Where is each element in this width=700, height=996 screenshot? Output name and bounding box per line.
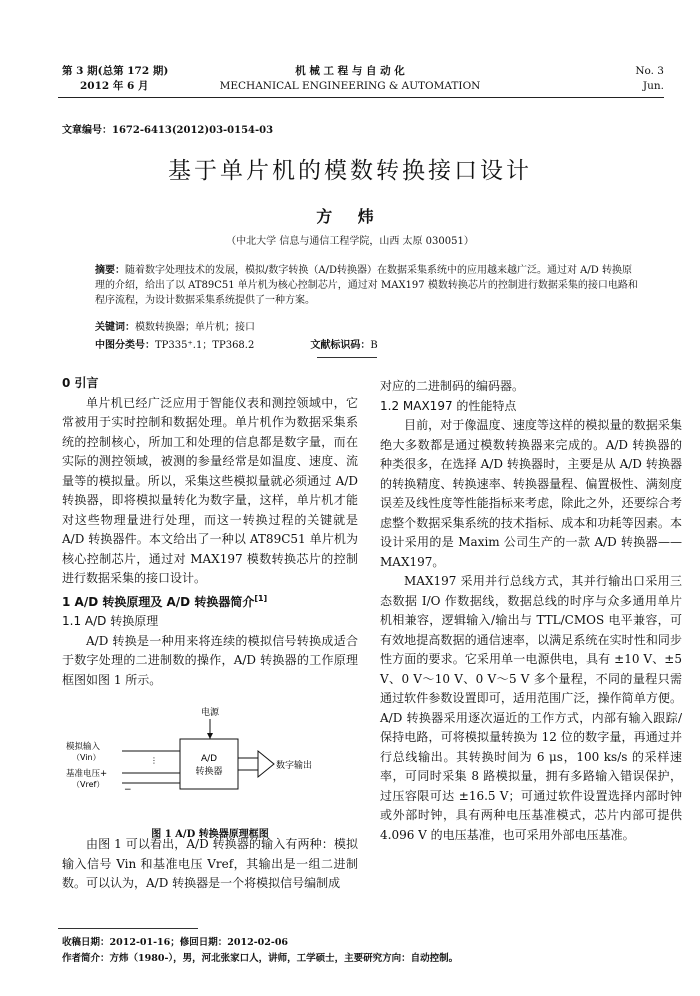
abstract-label: 摘要： [95,265,125,276]
issue-month-en: Jun. [642,80,664,92]
output-arrow [258,751,274,777]
footnote-dates: 收稿日期：2012-01-16；修回日期：2012-02-06 [62,937,289,948]
power-label: 电源 [200,708,220,718]
clc-label: 中图分类号： [95,340,155,351]
section-heading-0: 0 引言 [62,376,99,390]
paragraph-encoder-end: 对应的二进制码的编码器。 [380,379,525,393]
classification [95,336,640,351]
input-analog-sub: （Vin） [72,753,101,762]
issue-no-en: No. 3 [635,65,664,77]
abstract [95,263,640,308]
keywords-label: 关键词： [95,322,135,333]
issue-number: 第 3 期(总第 172 期) [62,65,169,77]
figure-1 [62,703,358,840]
reference-mark: [1] [254,593,268,603]
journal-name [200,64,500,94]
journal-name-en: MECHANICAL ENGINEERING & AUTOMATION [219,80,481,92]
converter-label-1: A/D [200,754,218,764]
power-arrow [207,733,213,739]
input-analog-label: 模拟输入 [66,742,101,752]
input-ref-label: 基准电压+ [66,769,108,779]
doc-code: B [370,340,378,351]
issue-info [62,64,168,94]
clc-code: TP335⁺.1；TP368.2 [155,340,255,351]
paragraph-max197-features: MAX197 采用并行总线方式，其并行输出口采用三态数据 I/O 作数据线，数据总线的时序与众多通用单片机相兼容，逻辑输入/输出与 TTL/CMOS 电平兼容，可有效地提高数据的通信速率，以满足系统在实时性和同步性方面的要求。它采用单一电源供电，具有 ±10 V、±5 V、0 V～10 V、0 V～5 V 多个量程，不同的量程只需通过软件参数设置即可，适用范围广泛，操作简单方便。A/D 转换器采用逐次逼近的工作方式，内部有输入跟踪/保持电路，可将模拟量转换为 12 位的数字量，再通过并行总线输出。其转换时间为 6 μs，100 ks/s 的采样速率，可同时采集 8 路模拟量，拥有多路输入错误保护，过压容限可达 ±16.5 V；可通过软件设置选择内部时钟或外部时钟，具有两种电压基准模式，芯片内部可提供 4.096 V 的电压基准，也可采用外部电压基准。 [380,574,682,842]
left-column-continued [62,835,358,894]
input-ref-minus-sign: − [124,785,132,795]
paragraph-ad-inputs: 由图 1 可以看出，A/D 转换器的输入有两种：模拟输入信号 Vin 和基准电压 Vref，其输出是一组二进制数。可以认为，A/D 转换器是一个将模拟信号编制成 [62,837,358,890]
paragraph-ad-principle: A/D 转换是一种用来将连续的模拟信号转换成适合于数字处理的二进制数的操作，A/D 转换器的工作原理框图如图 1 所示。 [62,633,358,687]
abstract-divider [317,357,377,358]
issue-date: 2012 年 6 月 [80,80,149,92]
paragraph-max197-intro: 目前，对于像温度、速度等这样的模拟量的数据采集绝大多数都是通过模数转换器来完成的。A/D 转换器的种类很多，在选择 A/D 转换器时，主要是从 A/D 转换器的转换精度、转换速率、转换器量程、偏置极性、满刻度误差及线性度等性能指标来考虑，除此之外，还要综合考虑整个数据采集系统的技术指标、成本和功耗等因素。本设计采用的是 Maxim 公司生产的一款 A/D 转换器——MAX197。 [380,418,682,569]
journal-name-cn: 机 械 工 程 与 自 动 化 [295,65,405,77]
abstract-text: 随着数字处理技术的发展，模拟/数字转换（A/D转换器）在数据采集系统中的应用越来越广泛。通过对 A/D 转换原理的介绍，给出了以 AT89C51 单片机为核心控制芯片，通过对 MAX197 模数转换芯片的控制进行数据采集的接口电路和程序流程，为设计数据采集系统提供了一种方案。 [95,265,638,306]
affiliation: （中北大学 信息与通信工程学院，山西 太原 030051） [226,236,474,247]
keywords-text: 模数转换器；单片机；接口 [135,322,255,333]
footnote [62,935,458,967]
input-ref-sub: （Vref） [72,780,105,789]
ad-block-diagram [62,703,358,821]
subsection-heading-1-1: 1.1 A/D 转换原理 [62,614,159,628]
keywords [95,318,640,333]
author: 方 炜 [316,207,384,226]
subsection-heading-1-2: 1.2 MAX197 的性能特点 [380,398,517,413]
doc-code-label: 文献标识码： [310,340,371,351]
converter-label-2: 转换器 [195,767,223,777]
article-number: 文章编号：1672-6413(2012)03-0154-03 [62,125,274,136]
issue-info-en [635,64,664,94]
right-column [380,377,682,845]
footnote-rule [58,928,198,929]
footnote-author-bio: 作者简介：方炜（1980-），男，河北张家口人，讲师，工学硕士，主要研究方向：自动控制。 [62,953,459,964]
left-column [62,374,358,690]
converter-box [180,739,238,789]
header-rule [58,97,664,98]
section-heading-1 [62,589,358,613]
input-dots: ⋮ [150,756,158,765]
output-label: 数字输出 [276,761,313,771]
figure-1-caption: 图 1 A/D 转换器原理框图 [151,829,269,840]
section-heading-1-text: 1 A/D 转换原理及 A/D 转换器简介 [62,594,255,609]
paragraph-intro: 单片机已经广泛应用于智能仪表和测控领域中，它常被用于实时控制和数据处理。单片机作为数据采集系统的控制核心，所加工和处理的信息都是数字量，而在实际的测控领域，被测的参量经常是如温度、速度、流量等的模拟量。所以，采集这些模拟量就必须通过 A/D 转换器，即将模拟量转化为数字量，这样，单片机才能对这些物理量进行处理，而这一转换过程的关键就是 A/D 转换器件。本文给出了一种以 AT89C51 单片机为核心控制芯片，通过对 MAX197 模数转换芯片的控制进行数据采集的接口设计。 [62,395,358,585]
paper-title: 基于单片机的模数转换接口设计 [168,158,532,184]
